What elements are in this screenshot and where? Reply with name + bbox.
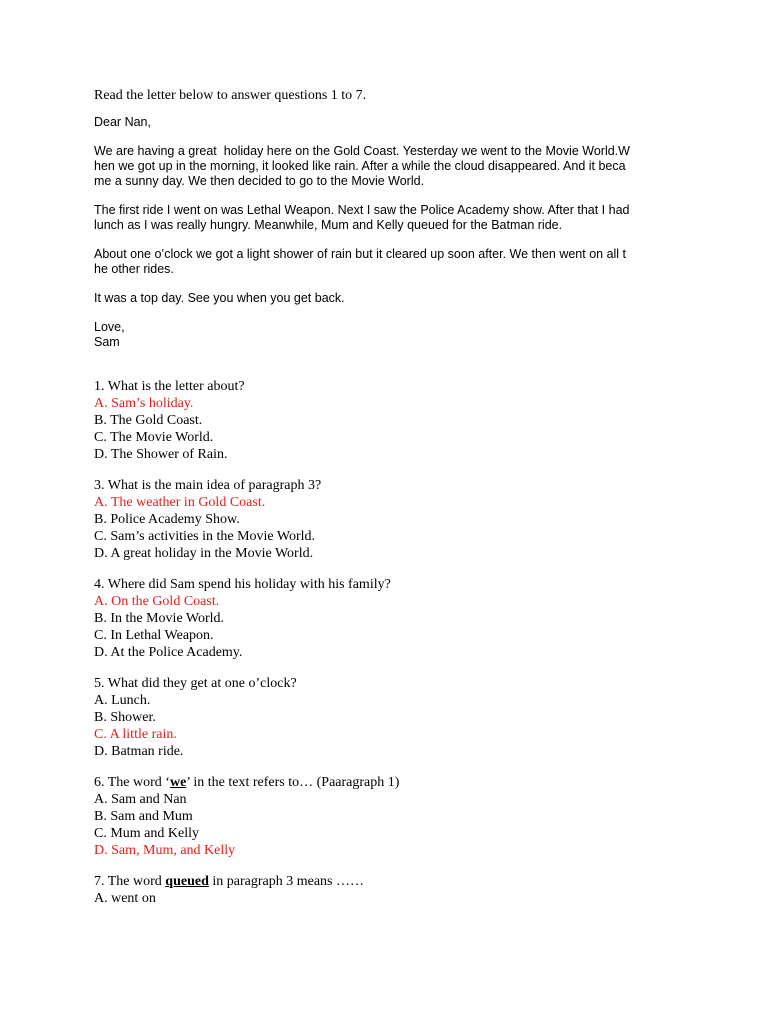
question-5 <box>94 675 684 760</box>
question-text: 1. What is the letter about? <box>94 379 245 394</box>
question-text: 4. Where did Sam spend his holiday with his family? <box>94 577 391 592</box>
answer-option: B. Sam and Mum <box>94 809 193 824</box>
answer-option: C. In Lethal Weapon. <box>94 628 214 643</box>
letter-paragraph-2: The first ride I went on was Lethal Weapon. Next I saw the Police Academy show. After that I had lunch as I was really hungry. Meanwhile, Mum and Kelly queued for the Batman ride. <box>94 203 630 232</box>
answer-option: C. Mum and Kelly <box>94 826 199 841</box>
answer-option: C. A little rain. <box>94 727 177 742</box>
keyword-underlined: we <box>169 775 187 790</box>
answer-option: C. The Movie World. <box>94 430 214 445</box>
question-1 <box>94 378 684 463</box>
letter-closing: Love, <box>94 320 125 334</box>
question-4 <box>94 576 684 661</box>
question-text: 3. What is the main idea of paragraph 3? <box>94 478 322 493</box>
answer-option: B. Police Academy Show. <box>94 512 240 527</box>
document-page <box>94 87 684 907</box>
answer-option: A. The weather in Gold Coast. <box>94 495 266 510</box>
answer-option: D. The Shower of Rain. <box>94 447 228 462</box>
letter-greeting: Dear Nan, <box>94 115 151 129</box>
keyword-underlined: queued <box>165 874 209 889</box>
answer-option: D. Batman ride. <box>94 744 184 759</box>
question-6 <box>94 774 684 859</box>
answer-option: B. In the Movie World. <box>94 611 225 626</box>
question-text: 6. The word ‘we’ in the text refers to… (Paaragraph 1) <box>94 775 400 790</box>
question-text: 7. The word queued in paragraph 3 means …… <box>94 874 364 889</box>
letter-paragraph-1: We are having a great holiday here on the Gold Coast. Yesterday we went to the Movie World.W hen we got up in the morning, it looked like rain. After a while the cloud disappeared. And it beca me a sunny day. We then decided to go to the Movie World. <box>94 144 630 188</box>
letter-signature: Sam <box>94 335 120 349</box>
answer-option: C. Sam’s activities in the Movie World. <box>94 529 316 544</box>
answer-option: D. Sam, Mum, and Kelly <box>94 843 236 858</box>
answer-option: B. Shower. <box>94 710 156 725</box>
answer-option: A. On the Gold Coast. <box>94 594 220 609</box>
answer-option: A. Lunch. <box>94 693 151 708</box>
answer-option: D. At the Police Academy. <box>94 645 243 660</box>
letter-paragraph-4: It was a top day. See you when you get back. <box>94 291 345 305</box>
question-7 <box>94 873 684 907</box>
question-3 <box>94 477 684 562</box>
answer-option: A. Sam’s holiday. <box>94 396 194 411</box>
answer-option: A. went on <box>94 891 156 906</box>
answer-option: A. Sam and Nan <box>94 792 187 807</box>
question-text: 5. What did they get at one o’clock? <box>94 676 297 691</box>
answer-option: D. A great holiday in the Movie World. <box>94 546 314 561</box>
letter-paragraph-3: About one o’clock we got a light shower of rain but it cleared up soon after. We then went on all t he other rides. <box>94 247 627 276</box>
answer-option: B. The Gold Coast. <box>94 413 203 428</box>
instruction-text: Read the letter below to answer questions 1 to 7. <box>94 88 367 103</box>
